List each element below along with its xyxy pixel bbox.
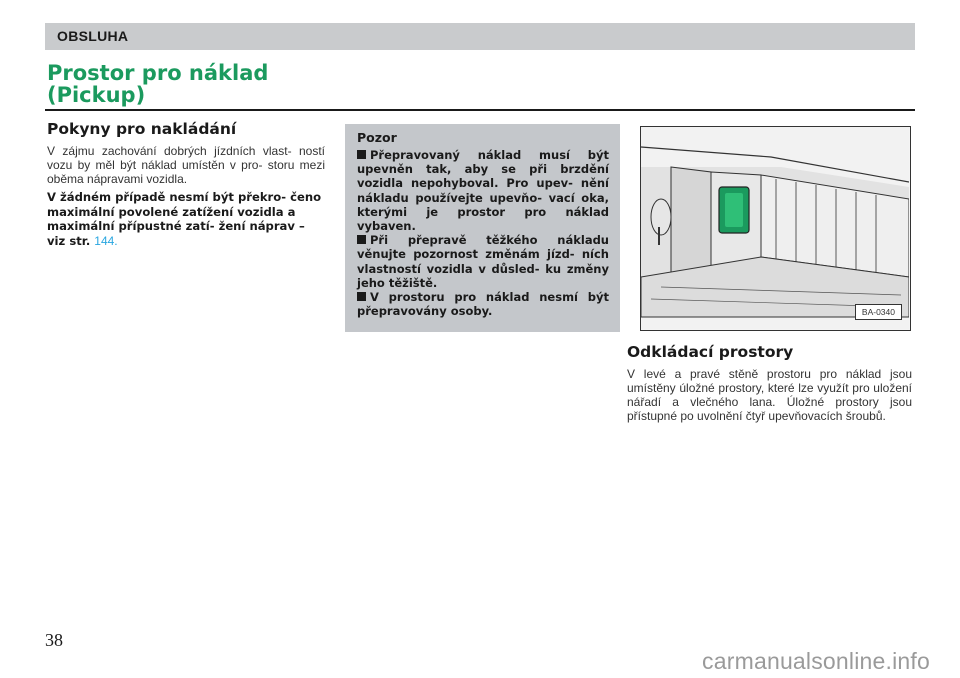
cargo-bed-illustration <box>640 126 911 331</box>
section-header-bar <box>45 23 915 50</box>
max-load-warning <box>47 190 325 248</box>
loading-instructions-text: V zájmu zachování dobrých jízdních vlast- ností vozu by měl být náklad umístěn v pro- storu mezi oběma nápravami vozidla. <box>47 144 325 186</box>
figure-code-label: BA-0340 <box>855 304 902 320</box>
cargo-bed-drawing <box>641 127 909 329</box>
page-title <box>47 62 268 106</box>
bullet-square-icon <box>357 235 366 244</box>
watermark-text: carmanualsonline.info <box>702 648 930 674</box>
section-header-label: OBSLUHA <box>57 28 129 44</box>
caution-item <box>357 290 609 318</box>
bullet-square-icon <box>357 150 366 159</box>
title-divider <box>45 109 915 111</box>
loading-instructions-column <box>47 120 325 248</box>
caution-box <box>345 124 620 332</box>
caution-item-text: Přepravovaný náklad musí být upevněn tak, aby se při brzdění vozidla nepohyboval. Pro upev- nění nákladu používejte upevňo- vací oka, kterými je prostor pro náklad vybaven. <box>357 148 609 234</box>
caution-item-text: V prostoru pro náklad nesmí být přepravovány osoby. <box>357 290 609 319</box>
caution-item-text: Při přepravě těžkého nákladu věnujte pozornost změnám jízd- ních vlastností vozidla v důsled- ku změny jeho těžiště. <box>357 233 609 290</box>
caution-item <box>357 148 609 233</box>
storage-compartments-heading: Odkládací prostory <box>627 343 794 361</box>
storage-compartments-column <box>627 343 912 423</box>
loading-instructions-heading: Pokyny pro nakládání <box>47 120 237 138</box>
page-title-line-2: (Pickup) <box>47 83 146 107</box>
page-title-line-1: Prostor pro náklad <box>47 61 269 85</box>
page-number: 38 <box>45 630 63 650</box>
storage-compartments-text: V levé a pravé stěně prostoru pro náklad jsou umístěny úložné prostory, které lze využít pro uložení nářadí a vlečného lana. Úložné prostory jsou přístupné po uvolnění čtyř upevňovacích šroubů. <box>627 367 912 423</box>
max-load-warning-text: V žádném případě nesmí být překro- čeno maximální povolené zatížení vozidla a maximální přípustné zatí- žení náprav – viz str. <box>47 190 322 248</box>
caution-title: Pozor <box>357 130 397 145</box>
bullet-square-icon <box>357 292 366 301</box>
page-reference-link[interactable]: 144. <box>94 233 118 248</box>
caution-item <box>357 233 609 290</box>
